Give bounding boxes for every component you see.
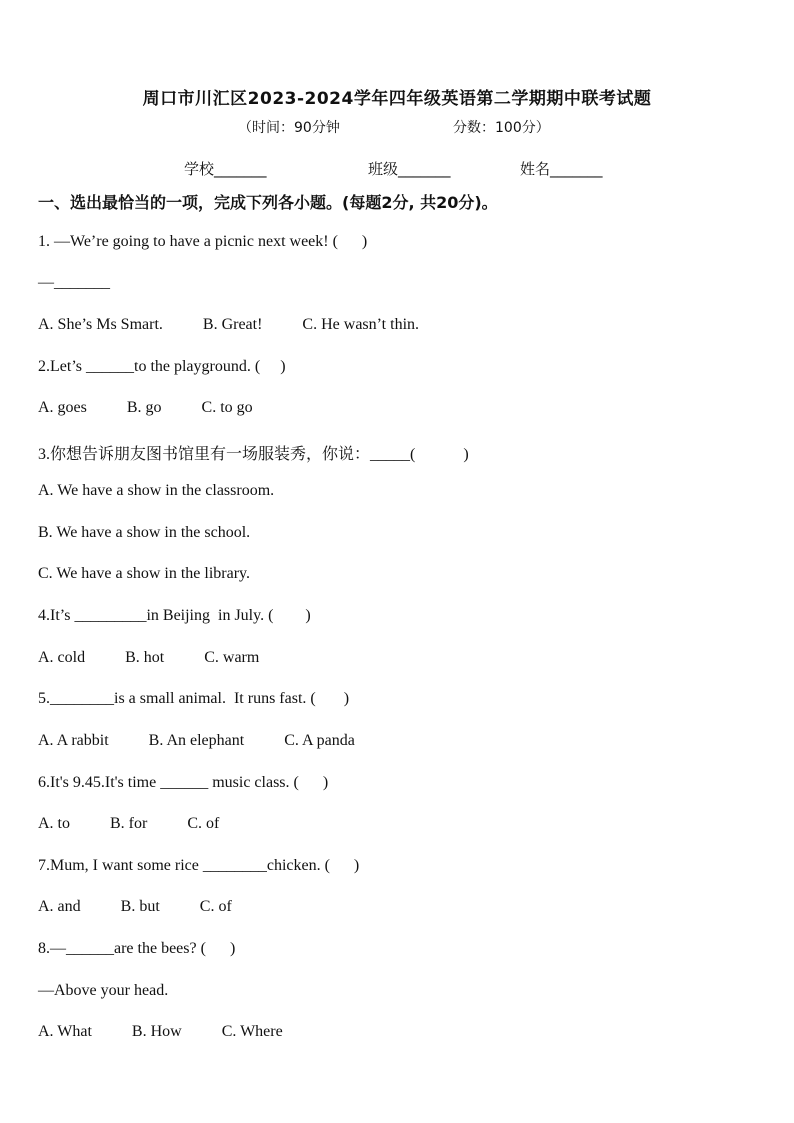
option-line: A. to B. for C. of	[38, 815, 220, 832]
option-line: A. We have a show in the classroom.	[38, 482, 275, 499]
question-line: 1. —We’re going to have a picnic next week! ( )	[38, 233, 368, 250]
time-info: （时间：90分钟	[238, 120, 340, 136]
option-line: A. goes B. go C. to go	[38, 399, 253, 416]
option-line: B. We have a show in the school.	[38, 524, 251, 541]
option-line: A. cold B. hot C. warm	[38, 649, 260, 666]
option-line: A. and B. but C. of	[38, 898, 232, 915]
option-line: A. She’s Ms Smart. B. Great! C. He wasn’t thin.	[38, 316, 420, 333]
class-field: 班级_______	[368, 160, 451, 178]
question-line: —_______	[38, 274, 110, 291]
question-line: 4.It’s _________in Beijing in July. ( )	[38, 607, 311, 624]
option-line: A. A rabbit B. An elephant C. A panda	[38, 732, 355, 749]
school-field: 学校_______	[184, 160, 267, 178]
question-line: 6.It's 9.45.It's time ______ music class. ( )	[38, 774, 329, 791]
question-line: 8.—______are the bees? ( )	[38, 940, 236, 957]
name-field: 姓名_______	[520, 160, 603, 178]
option-line: C. We have a show in the library.	[38, 565, 250, 582]
score-info: 分数：100分）	[453, 120, 550, 136]
question-line: 2.Let’s ______to the playground. ( )	[38, 358, 286, 375]
question-line: 5.________is a small animal. It runs fast. ( )	[38, 690, 350, 707]
question-line: —Above your head.	[38, 982, 169, 999]
section-heading: 一、选出最恰当的一项，完成下列各小题。(每题2分, 共20分)。	[38, 193, 498, 212]
page-title: 周口市川汇区2023-2024学年四年级英语第二学期期中联考试题	[142, 89, 652, 109]
question-line: 7.Mum, I want some rice ________chicken. ( )	[38, 857, 360, 874]
question-line: 3.你想告诉朋友图书馆里有一场服装秀，你说：_____( )	[38, 446, 469, 463]
option-line: A. What B. How C. Where	[38, 1023, 283, 1040]
